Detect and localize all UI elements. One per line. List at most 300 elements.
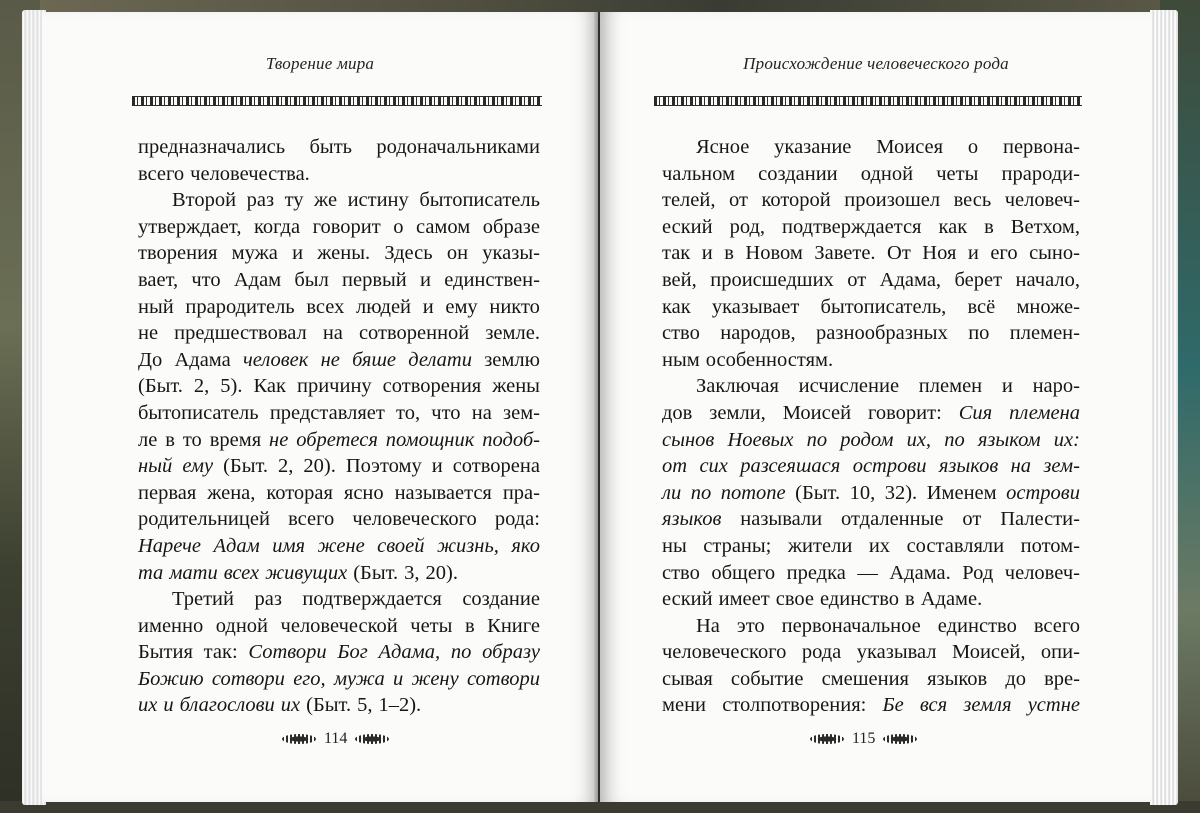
word	[344, 480, 384, 507]
word	[185, 294, 294, 321]
text-line	[662, 373, 1080, 400]
text: столпотворения:	[722, 694, 867, 717]
word	[165, 427, 175, 454]
body-text-left	[138, 134, 540, 719]
word	[1011, 214, 1080, 241]
word	[905, 586, 915, 613]
word	[254, 586, 281, 613]
word	[861, 161, 913, 188]
text: так:	[203, 641, 238, 664]
text: никто	[489, 295, 540, 318]
text: сотворения	[382, 375, 482, 398]
word	[138, 134, 285, 161]
text-line	[662, 692, 1080, 719]
word	[869, 533, 890, 560]
word	[293, 666, 325, 693]
text: Новом	[745, 242, 803, 265]
word	[194, 373, 209, 400]
word	[378, 692, 421, 719]
text: которая	[266, 481, 333, 504]
word	[220, 373, 242, 400]
italic-text: имя	[272, 534, 306, 557]
text: Как	[253, 375, 286, 398]
word	[451, 639, 472, 666]
italic-text: та	[138, 561, 164, 584]
italic-text: племена	[1009, 401, 1080, 424]
text: в	[724, 242, 734, 265]
word	[285, 187, 304, 214]
word	[306, 294, 344, 321]
folio-ornament-icon	[883, 734, 917, 744]
text: называется	[394, 481, 492, 504]
text: 3,	[404, 561, 420, 584]
text: всё	[967, 295, 996, 318]
text: родоначальниками	[376, 136, 540, 158]
text: от	[962, 508, 982, 531]
text: народов,	[720, 322, 796, 345]
text: ны	[662, 534, 687, 557]
word	[799, 373, 899, 400]
text: предназначались	[138, 136, 286, 158]
word	[662, 320, 700, 347]
italic-text: от	[662, 455, 688, 478]
word	[482, 639, 540, 666]
word	[968, 240, 979, 267]
italic-text: потопе	[720, 481, 786, 504]
word	[278, 453, 293, 480]
text-line	[662, 639, 1080, 666]
word	[174, 347, 230, 374]
word	[1043, 453, 1080, 480]
italic-text: своей	[377, 534, 425, 557]
text: вей,	[662, 268, 697, 291]
word	[306, 692, 351, 719]
word	[503, 400, 540, 427]
word	[889, 560, 950, 587]
word	[138, 427, 157, 454]
word	[782, 613, 921, 640]
word	[346, 453, 422, 480]
word	[309, 134, 352, 161]
text: Бытия	[138, 641, 193, 664]
word	[662, 560, 700, 587]
word	[426, 560, 458, 587]
text: происшедших	[710, 268, 834, 291]
text: Второй	[172, 189, 237, 212]
word	[356, 294, 411, 321]
word	[761, 187, 830, 214]
text: истину	[347, 189, 409, 212]
word	[138, 240, 217, 267]
text: зем-	[503, 401, 540, 424]
word	[730, 214, 765, 241]
text: дов	[662, 401, 693, 424]
word	[342, 267, 407, 294]
folio-right	[810, 730, 917, 748]
text-line	[662, 427, 1080, 454]
text: языков	[927, 667, 988, 690]
text: родительницей	[138, 508, 270, 531]
text-line	[662, 347, 1080, 374]
text: и	[967, 242, 979, 265]
word	[1010, 320, 1080, 347]
italic-text: Адама,	[378, 641, 441, 664]
text: Именем	[926, 481, 997, 504]
word	[216, 613, 268, 640]
folio-ornament-icon	[355, 734, 389, 744]
text: земли,	[709, 401, 766, 424]
text: событие	[730, 667, 804, 690]
text: предшествовал	[174, 322, 307, 345]
italic-text: обретеся	[296, 428, 378, 451]
word	[138, 692, 157, 719]
text: смешения	[821, 667, 909, 690]
italic-text: их	[280, 694, 301, 717]
word	[281, 692, 300, 719]
italic-text: жену	[411, 667, 459, 690]
text: как	[662, 295, 691, 318]
text: 2,	[193, 375, 210, 398]
word	[737, 613, 765, 640]
word	[487, 613, 540, 640]
text: первый	[342, 268, 407, 291]
italic-text: всех	[223, 561, 260, 584]
word	[138, 613, 203, 640]
italic-text: сотвори	[211, 667, 285, 690]
body-text-right	[662, 134, 1080, 719]
italic-text: Божию	[138, 667, 204, 690]
word	[712, 294, 799, 321]
left-page	[42, 12, 598, 802]
word	[379, 639, 441, 666]
word	[357, 692, 372, 719]
word	[303, 453, 335, 480]
text: он	[446, 242, 469, 265]
text: Адама,	[879, 268, 942, 291]
word	[990, 240, 1017, 267]
text: подтверждается	[302, 588, 442, 611]
word	[163, 692, 173, 719]
text: Палести-	[1000, 508, 1080, 531]
text-line	[662, 586, 1080, 613]
text-line	[138, 294, 540, 321]
text-line	[138, 427, 540, 454]
text: от	[729, 189, 748, 212]
text: 5).	[220, 375, 243, 398]
word	[709, 400, 766, 427]
text: Моисея	[876, 136, 944, 158]
text-line	[138, 560, 540, 587]
word	[921, 586, 983, 613]
word	[939, 453, 998, 480]
italic-text: сих	[699, 455, 728, 478]
text: 5,	[357, 694, 373, 717]
word	[495, 506, 540, 533]
word	[840, 427, 893, 454]
word	[485, 320, 540, 347]
word	[138, 533, 201, 560]
text: землю	[484, 348, 540, 371]
word	[1028, 692, 1080, 719]
word	[453, 453, 540, 480]
text: единствен-	[444, 268, 540, 291]
text-line	[138, 134, 540, 161]
word	[138, 267, 178, 294]
word	[880, 267, 941, 294]
right-page	[600, 12, 1152, 802]
word	[1000, 506, 1080, 533]
text: (Быт.	[353, 561, 399, 584]
text: был	[294, 268, 329, 291]
word	[294, 267, 328, 294]
word	[876, 134, 943, 161]
word	[462, 586, 540, 613]
folio-left	[282, 730, 389, 748]
word	[297, 373, 372, 400]
text: быть	[309, 136, 352, 158]
word	[437, 533, 499, 560]
text: которой	[761, 189, 831, 212]
text: и	[431, 455, 443, 478]
text: прародитель	[185, 295, 295, 318]
word	[204, 639, 238, 666]
word	[699, 453, 727, 480]
word	[393, 214, 403, 241]
italic-text: Ноевых	[727, 428, 794, 451]
word	[396, 400, 420, 427]
text: единство	[819, 588, 900, 611]
italic-text: и	[392, 667, 404, 690]
text-line	[662, 240, 1080, 267]
word	[337, 639, 367, 666]
word	[395, 480, 492, 507]
text: рода:	[494, 508, 540, 531]
italic-text: не	[269, 428, 289, 451]
word	[207, 480, 255, 507]
italic-text: живущих	[265, 561, 348, 584]
word	[783, 400, 851, 427]
word	[247, 187, 274, 214]
word	[919, 373, 982, 400]
running-head-right: Происхождение человеческого рода	[743, 54, 1009, 73]
text: Ноя	[922, 242, 957, 265]
folio-ornament-icon	[810, 734, 844, 744]
text: До	[138, 348, 163, 371]
word	[745, 240, 802, 267]
word	[465, 613, 475, 640]
word	[740, 453, 840, 480]
italic-text: Нарече	[138, 534, 202, 557]
text: Род	[962, 561, 994, 584]
text-line	[138, 347, 540, 374]
word	[907, 427, 931, 454]
word	[887, 240, 911, 267]
word	[314, 187, 337, 214]
word	[662, 453, 687, 480]
text: и	[420, 268, 431, 291]
word	[868, 400, 942, 427]
word	[353, 560, 398, 587]
word	[172, 586, 234, 613]
text-line	[138, 692, 540, 719]
text: что	[431, 401, 461, 424]
text: (Быт.	[306, 694, 352, 717]
text-line	[138, 613, 540, 640]
word	[787, 560, 846, 587]
italic-text: по	[806, 428, 828, 451]
italic-text: Сотвори	[248, 641, 327, 664]
word	[920, 692, 947, 719]
text-line	[138, 214, 540, 241]
page-number-left: 114	[324, 730, 348, 747]
text: жены	[492, 375, 540, 398]
text: 32).	[884, 481, 918, 504]
word	[740, 506, 822, 533]
word	[936, 161, 978, 188]
word	[1034, 613, 1080, 640]
word	[138, 320, 158, 347]
word	[377, 533, 424, 560]
text: исчисление	[798, 375, 900, 398]
text: Адама.	[889, 561, 951, 584]
word	[1033, 373, 1080, 400]
word	[334, 666, 385, 693]
word	[138, 453, 172, 480]
background-bottom	[0, 801, 1200, 813]
word	[814, 240, 875, 267]
word	[223, 453, 268, 480]
word	[952, 639, 1025, 666]
text: в	[464, 614, 475, 637]
text: наро-	[1032, 375, 1080, 398]
text: На	[696, 614, 720, 637]
word	[844, 187, 940, 214]
word	[138, 639, 193, 666]
italic-text: делати	[408, 348, 472, 371]
italic-text: языком	[977, 428, 1041, 451]
text: человечества.	[190, 162, 310, 185]
word	[720, 320, 795, 347]
text: составляли	[906, 534, 1005, 557]
word	[292, 240, 303, 267]
text-line	[662, 267, 1080, 294]
text: сыно-	[1029, 242, 1080, 265]
word	[266, 480, 333, 507]
word	[321, 347, 340, 374]
text: утверждает,	[138, 215, 242, 238]
word	[1005, 666, 1026, 693]
word	[1002, 161, 1080, 188]
text: Завете.	[814, 242, 876, 265]
text: множе-	[1016, 295, 1080, 318]
text: от	[847, 268, 867, 291]
text: мени	[662, 694, 707, 717]
word	[182, 453, 213, 480]
text: ле	[138, 428, 158, 451]
text: всего	[1033, 614, 1080, 637]
word	[857, 639, 937, 666]
word	[419, 187, 540, 214]
text: жители	[787, 534, 853, 557]
word	[431, 400, 460, 427]
word	[963, 692, 1011, 719]
word	[183, 427, 202, 454]
text: создание	[462, 588, 540, 611]
word	[352, 347, 396, 374]
text: первона-	[1002, 136, 1080, 158]
text: человеческого	[662, 641, 787, 664]
text: свое	[775, 588, 814, 611]
text: причину	[296, 375, 372, 398]
italic-text: на	[1010, 455, 1032, 478]
word	[978, 427, 1041, 454]
text: ту	[284, 189, 304, 212]
italic-text: человек	[242, 348, 309, 371]
word	[954, 187, 992, 214]
word	[138, 294, 174, 321]
word	[696, 373, 779, 400]
text: Ветхом,	[1010, 215, 1080, 238]
italic-text: их,	[906, 428, 932, 451]
word	[962, 506, 981, 533]
italic-text: по	[944, 428, 965, 451]
text: начало,	[1015, 268, 1080, 291]
text-line	[662, 613, 1080, 640]
word	[270, 400, 385, 427]
text: подтверждается	[782, 215, 922, 238]
word	[174, 320, 307, 347]
text: ным	[662, 348, 700, 371]
word	[1016, 267, 1080, 294]
word	[416, 214, 470, 241]
text: отдаленные	[840, 508, 944, 531]
word	[724, 240, 734, 267]
word	[393, 666, 403, 693]
word	[489, 294, 540, 321]
text: всего	[288, 508, 335, 531]
word	[821, 294, 947, 321]
text: раз	[246, 189, 275, 212]
italic-text: их	[138, 694, 158, 717]
word	[432, 453, 443, 480]
text: бытописатель	[138, 401, 259, 424]
text: людей	[356, 295, 412, 318]
italic-text: Бе	[882, 694, 904, 717]
word	[662, 480, 681, 507]
word	[138, 480, 196, 507]
word	[444, 267, 540, 294]
text-line	[662, 533, 1080, 560]
word	[138, 347, 162, 374]
italic-text: его,	[293, 667, 326, 690]
word	[847, 267, 866, 294]
italic-text: Бог	[337, 641, 368, 664]
word	[850, 480, 876, 507]
text-line	[138, 533, 540, 560]
italic-text: земля	[963, 694, 1012, 717]
text-line	[662, 134, 1080, 161]
word	[1044, 666, 1080, 693]
text: произошел	[844, 189, 941, 212]
italic-text: мужа	[333, 667, 385, 690]
text: указание	[774, 136, 852, 158]
word	[938, 613, 1017, 640]
text: единство	[937, 614, 1017, 637]
word	[967, 294, 995, 321]
word	[352, 506, 476, 533]
word	[323, 320, 343, 347]
text: и	[422, 295, 434, 318]
